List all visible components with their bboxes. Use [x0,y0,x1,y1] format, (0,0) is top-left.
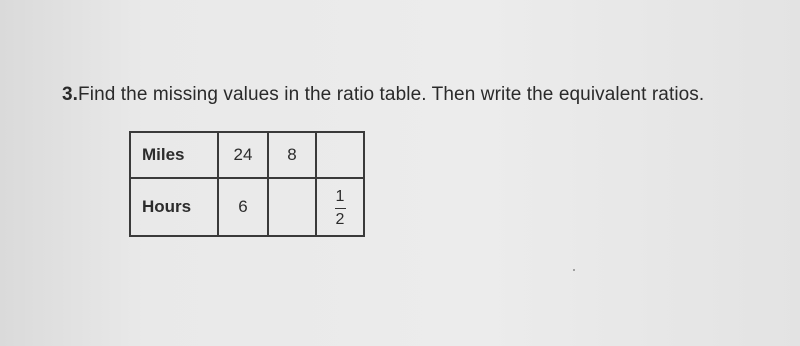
fraction-one-half [335,189,346,229]
row-label-miles: Miles [130,132,218,178]
table-row-miles [130,132,364,178]
row-label-hours: Hours [130,178,218,236]
cell-hours-1: 6 [218,178,268,236]
cell-hours-2-blank [268,178,316,236]
cell-miles-1: 24 [218,132,268,178]
question-text [62,84,704,106]
cell-miles-2: 8 [268,132,316,178]
paper-speck [573,269,575,271]
question-number: 3. [62,84,79,105]
ratio-table [129,131,365,237]
cell-miles-3-blank [316,132,364,178]
fraction-denominator: 2 [335,211,345,229]
cell-hours-3-fraction [316,178,364,236]
fraction-numerator: 1 [335,187,345,205]
fraction-bar [335,208,346,210]
question-prompt: Find the missing values in the ratio table. Then write the equivalent ratios. [78,84,705,105]
table-row-hours [130,178,364,236]
